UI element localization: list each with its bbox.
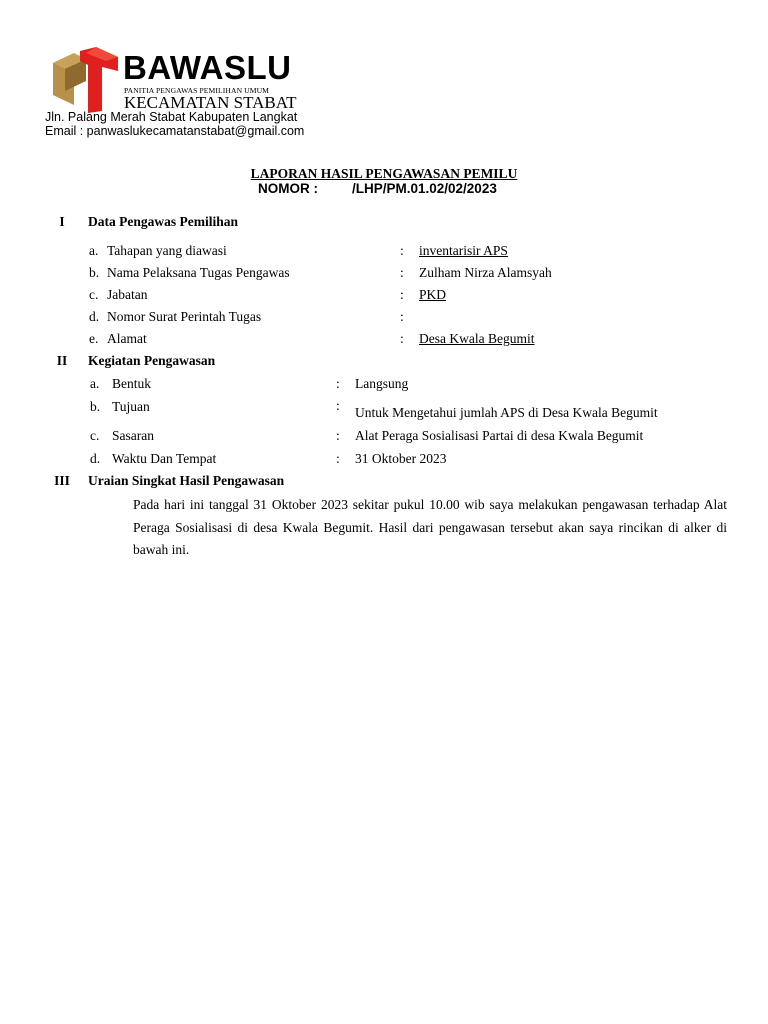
s2-item-letter: b. xyxy=(90,399,101,414)
s1-item-value: inventarisir APS xyxy=(419,243,508,258)
s1-item-value: PKD xyxy=(419,287,447,302)
logo-subtitle: PANITIA PENGAWAS PEMILIHAN UMUM xyxy=(124,86,270,95)
s2-item-colon: : xyxy=(336,451,340,466)
s1-item-letter: b. xyxy=(89,265,100,280)
section-1-number: I xyxy=(59,214,65,229)
s2-item-label: Waktu Dan Tempat xyxy=(112,451,217,466)
s2-item-letter: c. xyxy=(90,428,100,443)
s2-item-colon: : xyxy=(336,398,340,413)
section-1-title: Data Pengawas Pemilihan xyxy=(88,214,238,229)
logo-district: KECAMATAN STABAT xyxy=(124,93,297,112)
s1-item-value: Zulham Nirza Alamsyah xyxy=(419,265,552,280)
report-number xyxy=(258,181,497,197)
section-3-narrative: Pada hari ini tanggal 31 Oktober 2023 sekitar pukul 10.00 wib saya melakukan pengawasan terhadap Alat Peraga Sosialisasi di desa Kwala Begumit. Hasil dari pengawasan tersebut akan saya rincikan di alker di bawah ini. xyxy=(133,497,727,557)
address-line: Jln. Palang Merah Stabat Kabupaten Langkat xyxy=(45,110,298,124)
section-3-number: III xyxy=(54,473,70,488)
s1-item-colon: : xyxy=(400,243,404,258)
logo-wordmark: BAWASLU xyxy=(123,49,292,86)
s1-item-label: Alamat xyxy=(107,331,147,346)
s2-item-value: Alat Peraga Sosialisasi Partai di desa Kwala Begumit xyxy=(355,428,644,443)
s1-item-letter: a. xyxy=(89,243,99,258)
s1-item-colon: : xyxy=(400,331,404,346)
s2-item-letter: a. xyxy=(90,376,100,391)
s1-item-label: Tahapan yang diawasi xyxy=(107,243,227,258)
s1-item-label: Jabatan xyxy=(107,287,148,302)
s1-item-colon: : xyxy=(400,265,404,280)
bawaslu-logo-icon xyxy=(50,47,120,115)
s2-item-colon: : xyxy=(336,376,340,391)
s2-item-letter: d. xyxy=(90,451,101,466)
s2-item-label: Bentuk xyxy=(112,376,151,391)
report-title: LAPORAN HASIL PENGAWASAN PEMILU xyxy=(250,166,518,181)
report-number-value: /LHP/PM.01.02/02/2023 xyxy=(352,181,497,196)
s2-item-value: Untuk Mengetahui jumlah APS di Desa Kwala Begumit xyxy=(355,405,658,420)
s2-item-label: Sasaran xyxy=(112,428,154,443)
s2-item-value: 31 Oktober 2023 xyxy=(355,451,447,466)
email-line: Email : panwaslukecamatanstabat@gmail.com xyxy=(45,124,305,138)
s1-item-label: Nomor Surat Perintah Tugas xyxy=(107,309,262,324)
s2-item-value: Langsung xyxy=(355,376,409,391)
s2-item-colon: : xyxy=(336,428,340,443)
s1-item-letter: e. xyxy=(89,331,99,346)
s1-item-letter: d. xyxy=(89,309,100,324)
s2-item-label: Tujuan xyxy=(112,399,150,414)
section-2-title: Kegiatan Pengawasan xyxy=(88,353,216,368)
s1-item-colon: : xyxy=(400,287,404,302)
s1-item-letter: c. xyxy=(89,287,99,302)
report-number-label: NOMOR : xyxy=(258,181,318,196)
section-3-title: Uraian Singkat Hasil Pengawasan xyxy=(88,473,285,488)
s1-item-label: Nama Pelaksana Tugas Pengawas xyxy=(107,265,290,280)
s1-item-value: Desa Kwala Begumit xyxy=(419,331,535,346)
section-2-number: II xyxy=(56,353,68,368)
s1-item-colon: : xyxy=(400,309,404,324)
